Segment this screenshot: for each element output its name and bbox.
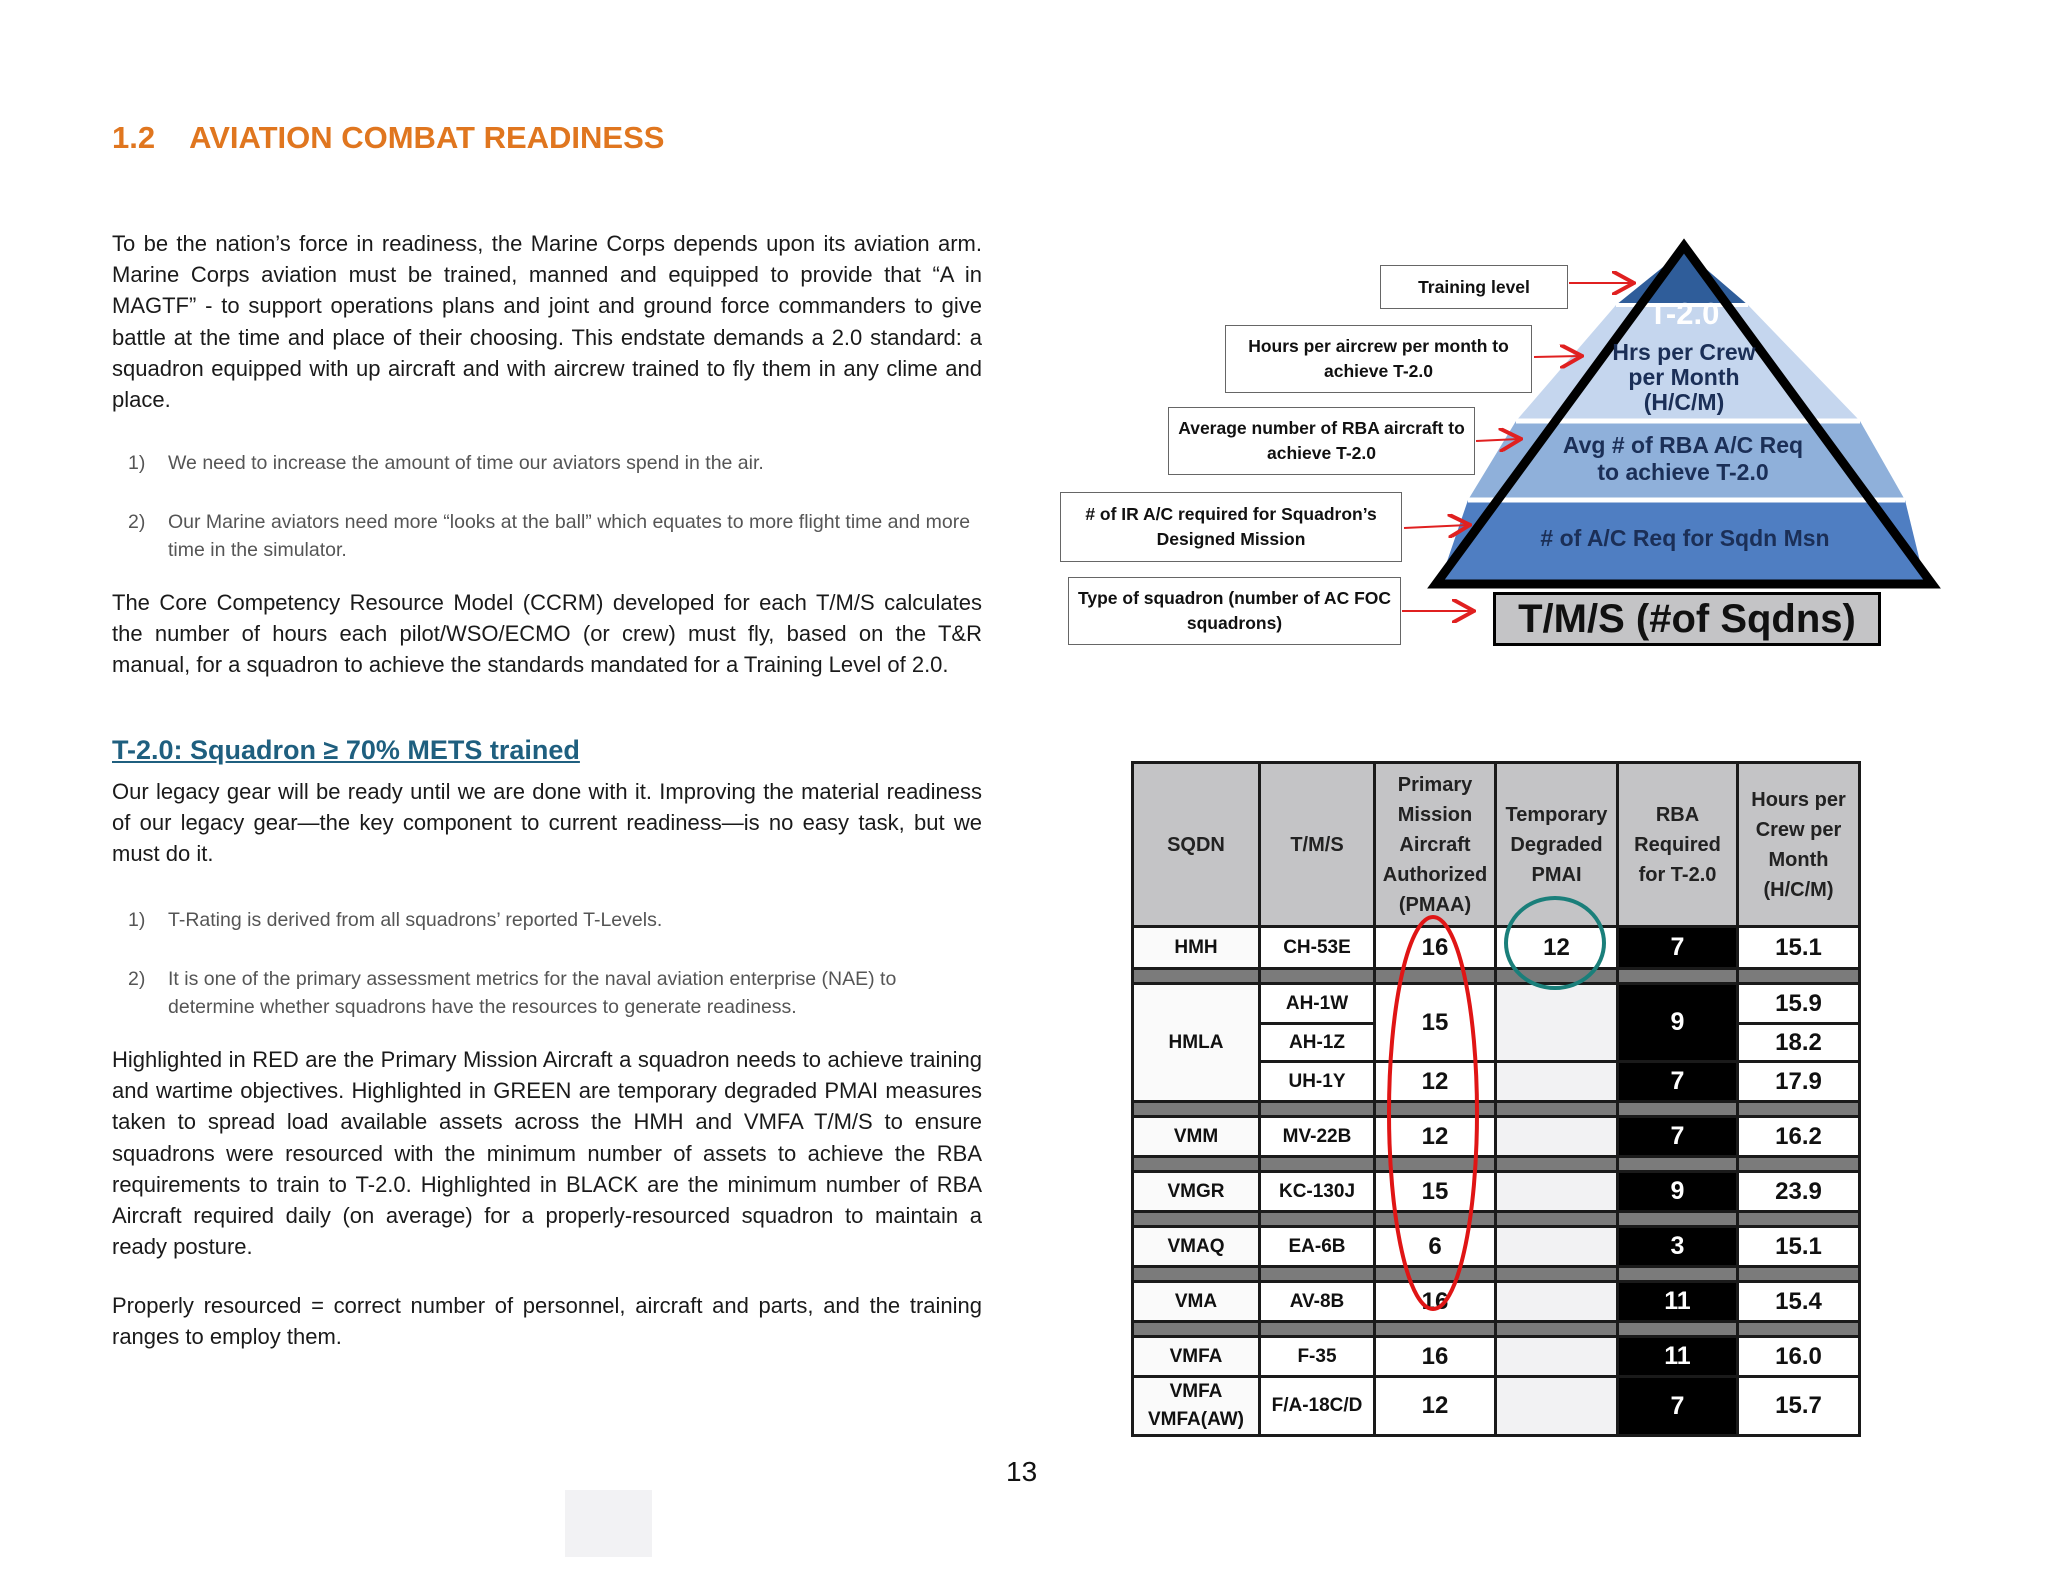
- list-number: 1): [128, 909, 146, 931]
- cell-rba: 11: [1618, 1337, 1738, 1377]
- tms-base-label: T/M/S (#of Sqdns): [1493, 592, 1881, 646]
- cell-tms: MV-22B: [1260, 1117, 1375, 1157]
- page-number: 13: [1006, 1456, 1038, 1487]
- cell-hcm: 15.7: [1738, 1377, 1860, 1436]
- pyramid-label-ir: # of IR A/C required for Squadron’s Designed Mission: [1060, 492, 1402, 562]
- cell-tms: UH-1Y: [1260, 1062, 1375, 1102]
- legacy-paragraph: Our legacy gear will be ready until we are done with it. Improving the material readiness of our legacy gear—the key component to current readiness—is no easy task, but we must do it.: [112, 779, 982, 867]
- pyramid-tier-fourth-text: # of A/C Req for Sqdn Msn: [1540, 525, 1830, 551]
- green-highlight-ellipse: [1506, 898, 1604, 988]
- cell-hcm: 17.9: [1738, 1062, 1860, 1102]
- cell-sqdn: VMA: [1133, 1282, 1260, 1322]
- cell-hcm: 16.2: [1738, 1117, 1860, 1157]
- cell-hcm: 18.2: [1738, 1024, 1860, 1062]
- cell-sqdn: VMAQ: [1133, 1227, 1260, 1267]
- pyramid-label-squadron-type: Type of squadron (number of AC FOC squadrons): [1068, 577, 1401, 645]
- cell-sqdn: VMGR: [1133, 1172, 1260, 1212]
- cell-tms: CH-53E: [1260, 927, 1375, 969]
- cell-sqdn: HMLA: [1133, 984, 1260, 1102]
- cell-hcm: 16.0: [1738, 1337, 1860, 1377]
- red-highlight-ellipse: [1389, 917, 1477, 1309]
- highlight-paragraph: Highlighted in RED are the Primary Mission Aircraft a squadron needs to achieve training and wartime objectives. Highlighted in GREEN are temporary degraded PMAI measures taken to spread load available assets across the HMH and VMFA T/M/S to ensure squadrons were resourced with the minimum number of assets to achieve the RBA requirements to train to T-2.0. Highlighted in BLACK are the minimum number of RBA Aircraft required daily (on average) for a properly-resourced squadron to maintain a ready posture.: [112, 1047, 982, 1260]
- cell-pmaa: 15: [1375, 1172, 1496, 1212]
- cell-hcm: 15.1: [1738, 927, 1860, 969]
- cell-rba: 9: [1618, 1172, 1738, 1212]
- cell-rba: 11: [1618, 1282, 1738, 1322]
- cell-sqdn: VMM: [1133, 1117, 1260, 1157]
- list-number: 2): [128, 968, 146, 990]
- cell-sqdn-line1: VMFA: [1169, 1381, 1223, 1402]
- list-number: 2): [128, 511, 146, 533]
- section-number: 1.2: [112, 120, 156, 155]
- list-number: 1): [128, 452, 146, 474]
- list-text: Our Marine aviators need more “looks at the ball” which equates to more flight time and more time in the simulator.: [168, 511, 971, 561]
- t20-subheading: T-2.0: Squadron ≥ 70% METS trained: [112, 735, 580, 765]
- pyramid-tier-second-text: Hrs per Crew per Month (H/C/M): [1612, 339, 1756, 415]
- cell-sqdn: HMH: [1133, 927, 1260, 969]
- header-temporary-degraded: Temporary Degraded PMAI: [1496, 763, 1618, 927]
- cell-pmaa: 6: [1375, 1227, 1496, 1267]
- list-text: T-Rating is derived from all squadrons’ reported T-Levels.: [168, 909, 663, 931]
- header-pmaa: Primary Mission Aircraft Authorized (PMAA): [1375, 763, 1496, 927]
- cell-pmaa: 16: [1375, 1282, 1496, 1322]
- pyramid-label-training-level: Training level: [1380, 265, 1568, 309]
- cell-rba: 3: [1618, 1227, 1738, 1267]
- pyramid-label-rba: Average number of RBA aircraft to achieve T-2.0: [1168, 407, 1475, 475]
- cell-rba: 7: [1618, 1117, 1738, 1157]
- list-text: We need to increase the amount of time our aviators spend in the air.: [168, 452, 764, 474]
- pyramid-label-hours: Hours per aircrew per month to achieve T-2.0: [1225, 325, 1532, 393]
- cell-pmaa: 16: [1375, 927, 1496, 969]
- cell-rba: 7: [1618, 1377, 1738, 1436]
- header-tms: T/M/S: [1260, 763, 1375, 927]
- cell-temporary-degraded: 12: [1496, 927, 1618, 969]
- cell-sqdn-line2: VMFA(AW): [1147, 1409, 1245, 1430]
- header-sqdn: SQDN: [1133, 763, 1260, 927]
- list-text: It is one of the primary assessment metrics for the naval aviation enterprise (NAE) to determine whether squadrons have the resources to generate readiness.: [168, 968, 897, 1018]
- header-rba: RBA Required for T-2.0: [1618, 763, 1738, 927]
- pyramid-tier-third-text: Avg # of RBA A/C Req to achieve T-2.0: [1562, 432, 1804, 485]
- section-title: AVIATION COMBAT READINESS: [189, 120, 665, 155]
- cell-rba: 9: [1618, 984, 1738, 1062]
- cell-sqdn: VMFA: [1133, 1337, 1260, 1377]
- cell-pmaa: 15: [1375, 984, 1496, 1062]
- cell-tms: AH-1W: [1260, 984, 1375, 1024]
- cell-hcm: 23.9: [1738, 1172, 1860, 1212]
- header-hcm: Hours per Crew per Month (H/C/M): [1738, 763, 1860, 927]
- cell-tms: F-35: [1260, 1337, 1375, 1377]
- cell-rba: 7: [1618, 927, 1738, 969]
- pyramid-tier-top-text: T-2.0: [1648, 296, 1720, 331]
- cell-tms: EA-6B: [1260, 1227, 1375, 1267]
- cell-pmaa: 16: [1375, 1337, 1496, 1377]
- cell-tms: F/A-18C/D: [1260, 1377, 1375, 1436]
- cell-tms: AH-1Z: [1260, 1024, 1375, 1062]
- cell-pmaa: 12: [1375, 1062, 1496, 1102]
- ccrm-paragraph: The Core Competency Resource Model (CCRM) developed for each T/M/S calculates the number of hours each pilot/WSO/ECMO (or crew) must fly, based on the T&R manual, for a squadron to achieve the standards mandated for a Training Level of 2.0.: [112, 590, 982, 678]
- cell-hcm: 15.4: [1738, 1282, 1860, 1322]
- cell-pmaa: 12: [1375, 1377, 1496, 1436]
- cell-tms: AV-8B: [1260, 1282, 1375, 1322]
- cell-hcm: 15.9: [1738, 984, 1860, 1024]
- cell-pmaa: 12: [1375, 1117, 1496, 1157]
- cell-tms: KC-130J: [1260, 1172, 1375, 1212]
- cell-rba: 7: [1618, 1062, 1738, 1102]
- cell-hcm: 15.1: [1738, 1227, 1860, 1267]
- intro-paragraph: To be the nation’s force in readiness, the Marine Corps depends upon its aviation arm. Marine Corps aviation must be trained, manned and equipped to provide that “A in MAGTF” - to support operations plans and joint and ground force commanders to give battle at the time and place of their choosing. This endstate demands a 2.0 standard: a squadron equipped with up aircraft and with aircrew trained to fly them in any clime and place.: [112, 231, 982, 413]
- resourced-paragraph: Properly resourced = correct number of personnel, aircraft and parts, and the training ranges to employ them.: [112, 1293, 982, 1350]
